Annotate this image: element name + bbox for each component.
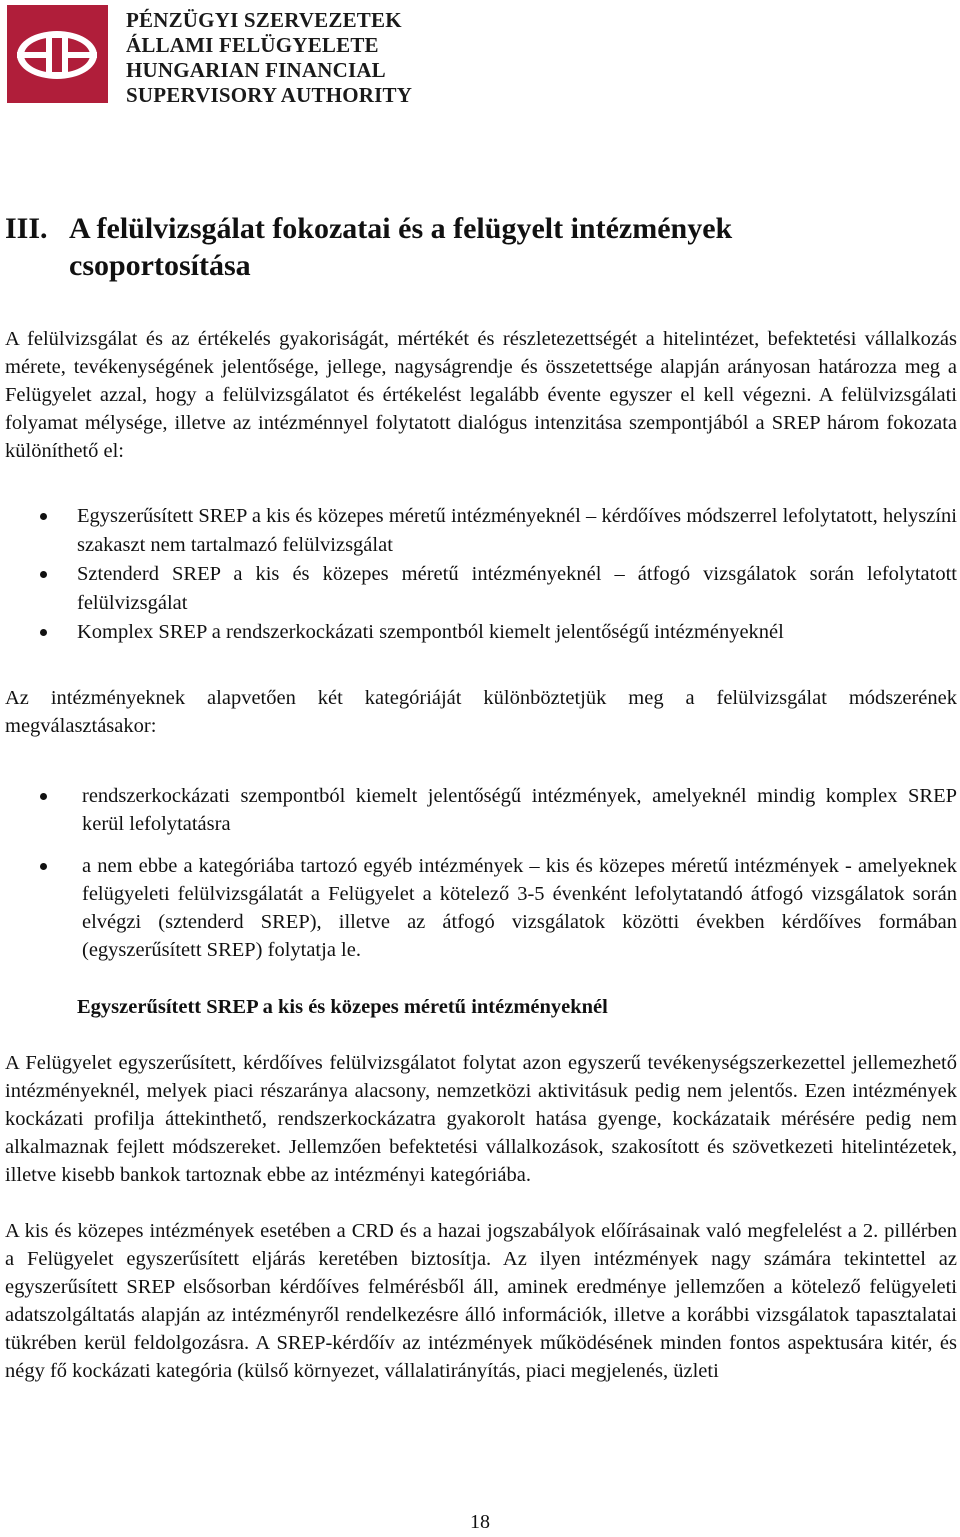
org-line: HUNGARIAN FINANCIAL bbox=[126, 58, 386, 82]
logo-emblem-icon bbox=[7, 5, 108, 103]
document-body bbox=[5, 210, 957, 1385]
institution-categories-list bbox=[5, 782, 957, 964]
organization-name bbox=[126, 8, 412, 108]
org-line: SUPERVISORY AUTHORITY bbox=[126, 83, 413, 107]
psf-logo bbox=[7, 5, 108, 103]
paragraph: A felülvizsgálat és az értékelés gyakoriságát, mértékét és részletezettségét a hitelintézet, befektetési vállalkozás mérete, tevékenységének jelentősége, jellege, nagyságrendje és összetettsége alapján arányosan határozza meg a Felügyelet azzal, hogy a felülvizsgálatot és értékelést legalább évente egyszer el kell végezni. A felülvizsgálati folyamat mélysége, illetve az intézménnyel folytatott dialógus intenzitása szempontjából a SREP három fokozata különíthető el: bbox=[5, 328, 957, 462]
list-item: Egyszerűsített SREP a kis és közepes méretű intézményeknél – kérdőíves módszerrel lefolytatott, helyszíni szakaszt nem tartalmazó felülvizsgálat bbox=[5, 502, 957, 560]
subheading: Egyszerűsített SREP a kis és közepes méretű intézményeknél bbox=[77, 996, 608, 1018]
paragraph: A kis és közepes intézmények esetében a CRD és a hazai jogszabályok előírásainak való megfelelést a 2. pillérben a Felügyelet egyszerűsített eljárás keretében biztosítja. Az ilyen intézmények nagy számára tekintettel az egyszerűsített SREP elsősorban kérdőíves felmérésből áll, aminek eredménye jellemzően a kötelező felügyeleti adatszolgáltatás alapján az intézményről rendelkezésre álló információk, illetve a korábbi vizsgálatok tapasztalatai tükrében kerül feldolgozásra. A SREP-kérdőív az intézmények működésének minden fontos aspektusára kitér, és négy fő kockázati kategória (külső környezet, vállalatirányítás, piaci megjelenés, üzleti bbox=[5, 1220, 957, 1382]
list-item: rendszerkockázati szempontból kiemelt jelentőségű intézmények, amelyeknél mindig komplex SREP kerül lefolytatásra bbox=[5, 782, 957, 838]
list-item: Komplex SREP a rendszerkockázati szempontból kiemelt jelentőségű intézményeknél bbox=[5, 618, 957, 647]
paragraph: A Felügyelet egyszerűsített, kérdőíves felülvizsgálatot folytat azon egyszerű tevékenységszerkezettel jellemezhető intézményeknél, melyek piaci részaránya alacsony, nemzetközi aktivitásuk pedig nem jelentős. Ezen intézmények kockázati profilja áttekinthető, rendszerkockázatra gyakorolt hatása gyenge, kockázataik mérésére pedig nem alkalmaznak fejlett módszereket. Jellemzően befektetési vállalkozások, szakosított és szövetkezeti hitelintézetek, illetve kisebb bankok tartoznak ebbe az intézményi kategóriába. bbox=[5, 1052, 957, 1186]
paragraph: Az intézményeknek alapvetően két kategóriáját különböztetjük meg a felülvizsgálat módszerének megválasztásakor: bbox=[5, 687, 957, 737]
org-line: ÁLLAMI FELÜGYELETE bbox=[126, 33, 379, 57]
list-item: a nem ebbe a kategóriába tartozó egyéb intézmények – kis és közepes méretű intézmények - amelyeknek felügyeleti felülvizsgálatát a Felügyelet a kötelező 3-5 évenként lefolytatandó átfogó vizsgálatok során elvégzi (sztenderd SREP), illetve az átfogó vizsgálatok közötti években kérdőíves formában (egyszerűsített SREP) folytatja le. bbox=[5, 852, 957, 964]
srep-levels-list bbox=[5, 502, 957, 647]
org-line: PÉNZÜGYI SZERVEZETEK bbox=[126, 8, 402, 32]
section-number: III. bbox=[5, 212, 48, 245]
list-item: Sztenderd SREP a kis és közepes méretű intézményeknél – átfogó vizsgálatok során lefolytatott felülvizsgálat bbox=[5, 560, 957, 618]
section-heading bbox=[5, 210, 957, 284]
page-number: 18 bbox=[470, 1511, 490, 1533]
header bbox=[7, 5, 412, 105]
section-title: A felülvizsgálat fokozatai és a felügyelt intézmények csoportosítása bbox=[69, 212, 733, 282]
